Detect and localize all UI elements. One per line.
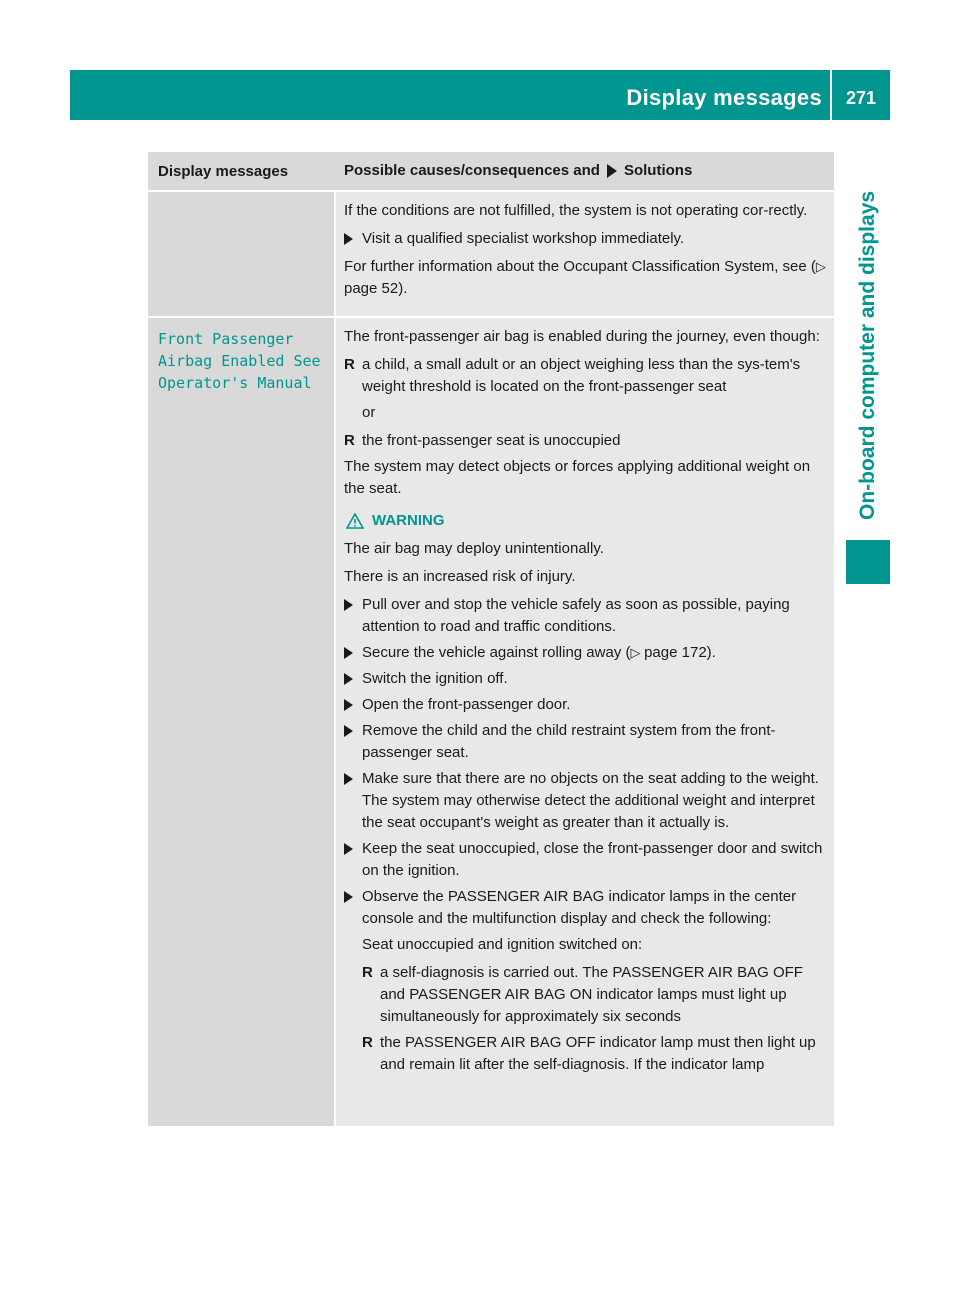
step-arrow-icon xyxy=(344,599,353,611)
step-item xyxy=(344,694,826,716)
step-text: Open the front-passenger door. xyxy=(362,696,571,713)
page-reference-link[interactable]: page 172 xyxy=(644,644,707,661)
bullet-item xyxy=(344,430,826,452)
step-text: ). xyxy=(706,644,716,661)
bullet-icon: R xyxy=(344,356,355,373)
step-arrow-icon xyxy=(344,773,353,785)
page-number: 271 xyxy=(845,88,877,108)
paragraph-text: For further information about the Occupant Classification System, see ( xyxy=(344,258,816,275)
warning-heading xyxy=(344,510,826,532)
step-item xyxy=(344,720,826,764)
col-header-causes xyxy=(334,152,834,190)
bullet-text: the PASSENGER AIR BAG OFF indicator lamp must then light up and remain lit after the self-diagnosis. If the indicator lamp xyxy=(380,1034,816,1073)
paragraph: The system may detect objects or forces applying additional weight on the seat. xyxy=(344,458,811,497)
step-item xyxy=(344,642,826,664)
display-message-line: Operator's Manual xyxy=(158,374,312,392)
arrow-right-icon xyxy=(607,164,617,178)
bullet-item xyxy=(362,962,826,1028)
paragraph: The front-passenger air bag is enabled during the journey, even though: xyxy=(344,328,820,345)
chapter-side-tab xyxy=(846,120,890,580)
paragraph: There is an increased risk of injury. xyxy=(344,568,576,585)
bullet-text: the front-passenger seat is unoccupied xyxy=(362,432,621,449)
step-arrow-icon xyxy=(344,891,353,903)
paragraph-text: ). xyxy=(398,280,408,297)
paragraph: Seat unoccupied and ignition switched on: xyxy=(362,936,643,953)
bullet-text: a self-diagnosis is carried out. The PASSENGER AIR BAG OFF and PASSENGER AIR BAG ON indicator lamps must light up simultaneously for approximately six seconds xyxy=(380,964,803,1025)
table-row xyxy=(148,192,834,316)
message-cell-empty xyxy=(148,192,334,316)
chapter-marker xyxy=(846,540,890,584)
paragraph: If the conditions are not fulfilled, the system is not operating cor-rectly. xyxy=(344,202,808,219)
paragraph: or xyxy=(362,404,376,421)
causes-cell xyxy=(336,318,834,1126)
col-header-causes-text: Possible causes/consequences and xyxy=(344,162,600,179)
bullet-item xyxy=(344,354,826,398)
warning-label: WARNING xyxy=(372,512,445,529)
bullet-item xyxy=(362,1032,826,1076)
warning-triangle-icon xyxy=(346,513,364,529)
step-arrow-icon xyxy=(344,725,353,737)
chapter-label: On-board computer and displays xyxy=(856,190,879,520)
sub-section xyxy=(344,934,826,1076)
col-header-messages: Display messages xyxy=(158,163,289,180)
causes-cell xyxy=(336,192,834,316)
bullet-icon: R xyxy=(362,964,373,981)
step-text: Pull over and stop the vehicle safely as soon as possible, paying attention to road and traffic conditions. xyxy=(362,596,790,635)
step-arrow-icon xyxy=(344,699,353,711)
step-text: Keep the seat unoccupied, close the front-passenger door and switch on the ignition. xyxy=(362,840,823,879)
table-header xyxy=(148,152,834,190)
step-item xyxy=(344,838,826,882)
bullet-icon: R xyxy=(344,432,355,449)
page-ref-arrow-icon: ▷ xyxy=(815,259,826,274)
step-text: Make sure that there are no objects on the seat adding to the weight. xyxy=(362,770,819,787)
paragraph xyxy=(344,256,826,300)
step-text: Remove the child and the child restraint system from the front-passenger seat. xyxy=(362,722,776,761)
step-item xyxy=(344,886,826,930)
step-text: Observe the PASSENGER AIR BAG indicator lamps in the center console and the multifunction display and check the following: xyxy=(362,888,797,927)
step-arrow-icon xyxy=(344,647,353,659)
bullet-icon: R xyxy=(362,1034,373,1051)
message-cell xyxy=(148,318,334,1126)
step-item xyxy=(344,668,826,690)
paragraph: The air bag may deploy unintentionally. xyxy=(344,540,604,557)
step-arrow-icon xyxy=(344,843,353,855)
step-text: Visit a qualified specialist workshop immediately. xyxy=(362,230,685,247)
bullet-text: a child, a small adult or an object weighing less than the sys-tem's weight threshold is located on the front-passenger seat xyxy=(362,356,801,395)
step-item xyxy=(344,594,826,638)
step-text: Switch the ignition off. xyxy=(362,670,508,687)
step-item xyxy=(344,768,826,834)
step-arrow-icon xyxy=(344,673,353,685)
step-item xyxy=(344,228,826,250)
col-header-solutions-text: Solutions xyxy=(623,162,693,179)
display-messages-table xyxy=(148,152,834,1126)
step-text: Secure the vehicle against rolling away ( xyxy=(362,644,631,661)
header-title: Display messages xyxy=(626,85,822,110)
display-message-line: Front Passenger xyxy=(158,330,294,348)
page-reference-link[interactable]: page 52 xyxy=(344,280,399,297)
step-arrow-icon xyxy=(344,233,353,245)
page-header xyxy=(70,70,890,120)
step-text: The system may otherwise detect the additional weight and interpret the seat occupant's weight as greater than it actually is. xyxy=(362,792,815,831)
table-row xyxy=(148,318,834,1126)
display-message-line: Airbag Enabled See xyxy=(158,352,321,370)
page-ref-arrow-icon: ▷ xyxy=(630,645,645,660)
